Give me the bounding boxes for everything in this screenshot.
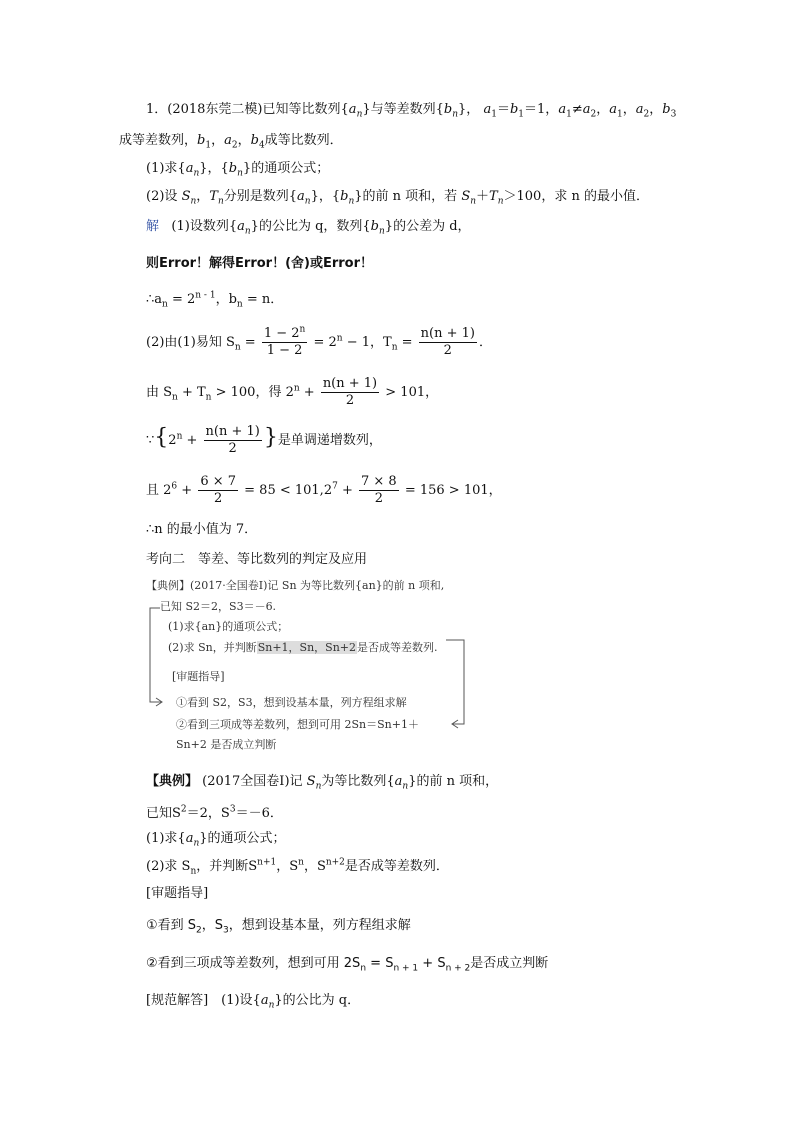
problem1-question2: (2)设 $S_n$，$T_n$分别是数列$\{a_n\}$，$\{b_n\}$的前 n 项和，若 $S_n+T_n>100$，求 n 的最小值． [146,189,649,207]
example-line6: ①看到 $S_2$，$S_3$，想到设基本量，列方程组求解 [146,918,411,936]
figure-line5: [审题指导] [172,670,225,683]
example-line7: ②看到三项成等差数列，想到可用 $2S_n = S_{n + 1} + S_{n + 2}$是否成立判断 [146,956,549,974]
problem1-line1: 1．(2018东莞二模)已知等比数列$\{a_n\}$与等差数列$\{b_n\}$， $a_1=b_1=1$，$a_1\ne a_2$，$a_1$，$a_2$，$b_3$ [146,102,677,120]
figure-line6: ①看到 S2，S3，想到设基本量，列方程组求解 [176,696,407,709]
example-line4: (2)求 $S_n$，并判断$S^{n+1}$，$S^n$，$S^{n+2}$是否成等差数列． [146,857,449,877]
solution-check-values: 且 $2^6$ + $\frac{6 \times 7}{2}$ = $85 < 101,2^7$ + $\frac{7 \times 8}{2}$ = 156 > 101， [146,474,502,506]
figure-line8: Sn+2 是否成立判断 [176,738,277,751]
figure-line7: ②看到三项成等差数列，想到可用 2Sn＝Sn+1＋ [176,718,419,731]
example-line1: 【典例】 (2017全国卷Ⅰ)记 $S_n$为等比数列$\{a_n\}$的前 n 项和， [146,774,499,792]
solution-error-line: 则Error！解得Error！(舍)或Error！ [146,256,374,271]
fraction-sn: $\frac{1 - 2^n}{1 - 2}$ [263,324,306,358]
fraction-6x7: $\frac{6 \times 7}{2}$ [200,474,237,506]
fraction-7x8: $\frac{7 \times 8}{2}$ [361,474,397,506]
figure-line1: 【典例】(2017·全国卷Ⅰ)记 Sn 为等比数列{an}的前 n 项和, [146,579,445,592]
example-line8: [规范解答] (1)设$\{a_n\}$的公比为 q． [146,993,361,1011]
solution-monotonic: $\because\{2^n$ + $\frac{n(n + 1)}{2}$ }是单调递增数列， [146,424,382,456]
figure-line4: (2)求 Sn，并判断Sn+1，Sn，Sn+2是否成等差数列. [168,641,438,654]
solution-label: 解 [146,219,160,234]
figure-line3: (1)求{an}的通项公式； [168,620,289,633]
figure-line2: 已知 S2＝2，S3＝－6. [160,600,277,613]
fraction-inequality: $\frac{n(n + 1)}{2}$ [322,376,378,408]
scanned-example-figure [146,574,486,750]
example-line5: [审题指导] [146,886,209,901]
solution-line1: 解 (1)设数列$\{a_n\}$的公比为 q，数列$\{b_n\}$的公差为 d， [146,219,471,237]
solution-inequality: 由 $S_n + T_n > 100$，得 $2^n$ + $\frac{n(n + 1)}{2}$ > 101， [146,376,439,408]
fraction-tn: $\frac{n(n + 1)}{2}$ [420,326,475,358]
fraction-monotonic: $\frac{n(n + 1)}{2}$ [205,424,260,456]
example-line3: (1)求$\{a_n\}$的通项公式； [146,831,286,849]
solution-conclusion: ∴n 的最小值为 7． [146,522,258,537]
problem1-question1: (1)求$\{a_n\}$，$\{b_n\}$的通项公式； [146,161,330,179]
problem1-line2: 成等差数列，$b_1$，$a_2$，$b_4$成等比数列． [119,133,343,151]
section2-title: 考向二 等差、等比数列的判定及应用 [146,552,368,567]
solution-sum-formula: (2)由(1)易知 $S_n$ = $\frac{1 - 2^n}{1 - 2}$ = $2^n - 1$，$T_n$ = $\frac{n(n + 1)}{2}$ ． [146,324,492,358]
example-line2: 已知$S^2=2$，$S^3=-6$． [146,804,283,821]
solution-general-terms: $\therefore a_n = 2^{n - 1}$，$b_n = n$． [146,290,284,310]
